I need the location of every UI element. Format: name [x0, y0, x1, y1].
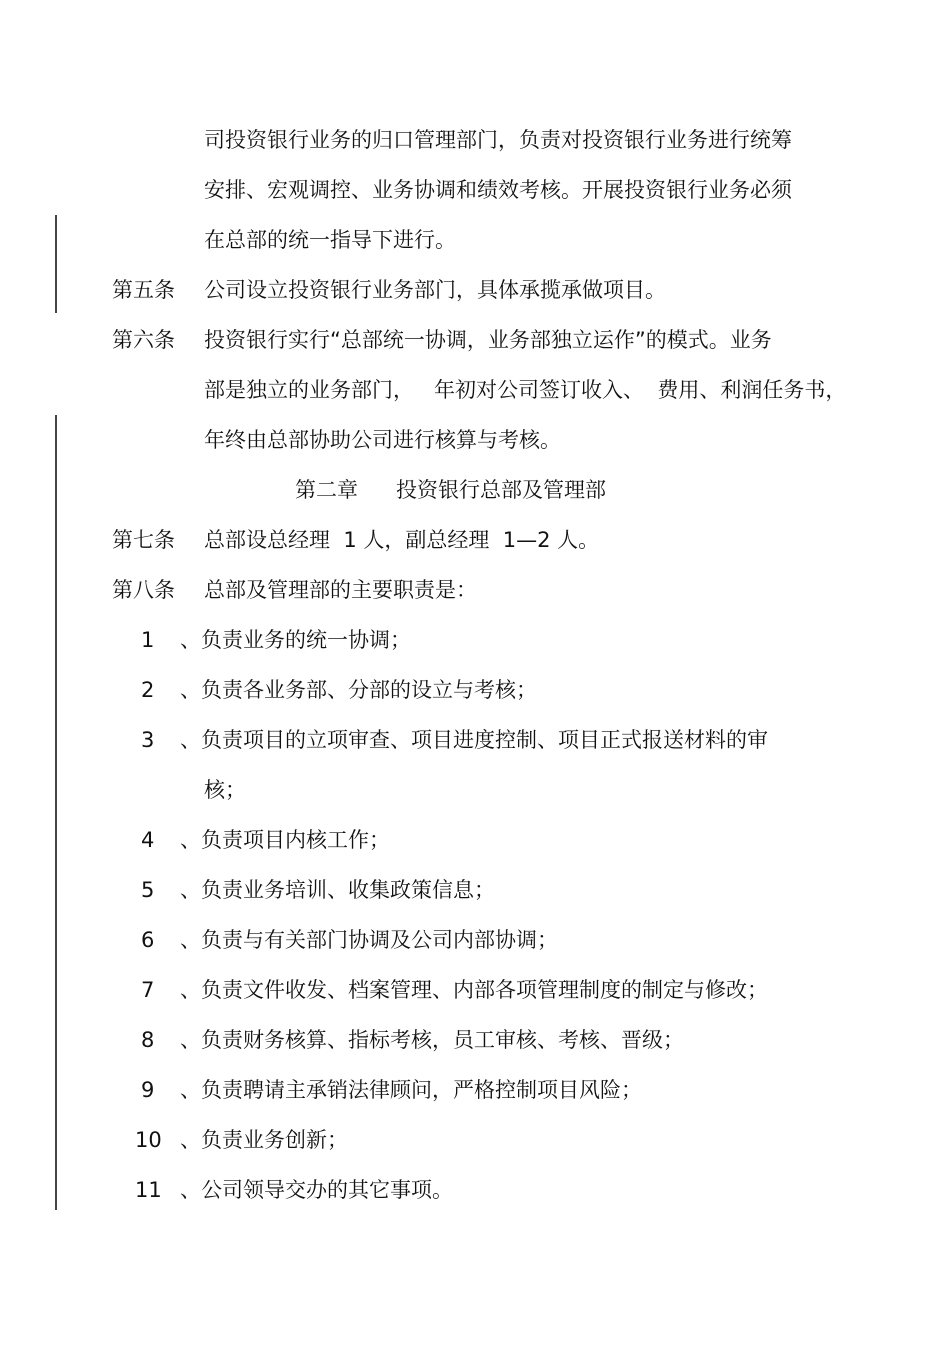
item-text: 、负责项目内核工作；	[180, 828, 390, 852]
chapter-number: 第二章	[295, 478, 358, 502]
item-number: 5	[141, 878, 155, 902]
item-number: 4	[141, 828, 155, 852]
article5-text: 公司设立投资银行业务部门，具体承揽承做项目。	[204, 278, 666, 302]
item-number: 6	[141, 928, 155, 952]
item-number: 1	[141, 628, 155, 652]
item-text: 、负责财务核算、指标考核，员工审核、考核、晋级；	[180, 1028, 684, 1052]
article8-text: 总部及管理部的主要职责是：	[204, 578, 477, 602]
revision-bar	[55, 215, 57, 313]
item-number: 3	[141, 728, 155, 752]
article6-line2: 部是独立的业务部门， 年初对公司签订收入、 费用、利润任务书，	[204, 378, 847, 402]
article6-label: 第六条	[112, 328, 175, 352]
article8-label: 第八条	[112, 578, 175, 602]
item-text: 、负责文件收发、档案管理、内部各项管理制度的制定与修改；	[180, 978, 768, 1002]
item-number: 10	[135, 1128, 162, 1152]
item-text: 、负责业务创新；	[180, 1128, 348, 1152]
article7-text: 总部设总经理 1 人，副总经理 1—2 人。	[204, 528, 600, 552]
item-number: 8	[141, 1028, 155, 1052]
item-number: 9	[141, 1078, 155, 1102]
item-text: 、负责业务的统一协调；	[180, 628, 411, 652]
item-text-continuation: 核；	[204, 778, 246, 802]
article7-label: 第七条	[112, 528, 175, 552]
item-text: 、负责与有关部门协调及公司内部协调；	[180, 928, 558, 952]
item-text: 、负责业务培训、收集政策信息；	[180, 878, 495, 902]
revision-bar	[55, 415, 57, 1210]
article4-line3: 在总部的统一指导下进行。	[204, 228, 456, 252]
item-text: 、负责项目的立项审查、项目进度控制、项目正式报送材料的审	[180, 728, 768, 752]
article4-line1: 司投资银行业务的归口管理部门，负责对投资银行业务进行统筹	[204, 128, 792, 152]
article6-line3: 年终由总部协助公司进行核算与考核。	[204, 428, 561, 452]
item-number: 7	[141, 978, 155, 1002]
article4-line2: 安排、宏观调控、业务协调和绩效考核。开展投资银行业务必须	[204, 178, 792, 202]
item-number: 2	[141, 678, 155, 702]
article5-label: 第五条	[112, 278, 175, 302]
item-number: 11	[135, 1178, 162, 1202]
chapter-title: 投资银行总部及管理部	[396, 478, 606, 502]
item-text: 、负责各业务部、分部的设立与考核；	[180, 678, 537, 702]
article6-line1: 投资银行实行“总部统一协调，业务部独立运作”的模式。业务	[204, 328, 772, 352]
item-text: 、公司领导交办的其它事项。	[180, 1178, 453, 1202]
item-text: 、负责聘请主承销法律顾问，严格控制项目风险；	[180, 1078, 642, 1102]
